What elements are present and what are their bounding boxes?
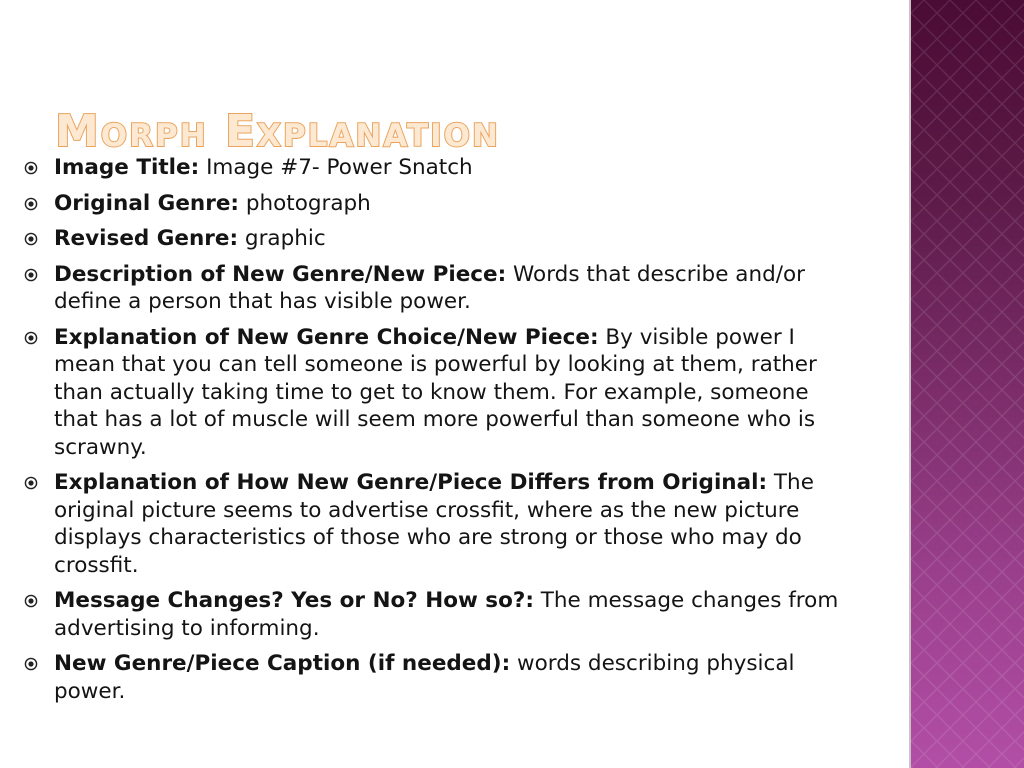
bullet-text: Image #7- Power Snatch xyxy=(199,155,473,180)
bullet-item xyxy=(24,587,854,642)
bullet-text: words describing physical power. xyxy=(54,651,795,704)
circled-dot-icon xyxy=(24,161,38,175)
bullet-text: By visible power I mean that you can tell someone is powerful by looking at them, rather than actually taking time to get to know them. For example, someone that has a lot of muscle will seem more powerful than someone who is scrawny. xyxy=(54,324,817,460)
bullet-label: Explanation of New Genre Choice/New Piece: xyxy=(54,324,599,350)
circled-dot-icon xyxy=(24,197,38,211)
bullet-label: Image Title: xyxy=(54,155,200,180)
bullet-label: Description of New Genre/New Piece: xyxy=(54,261,507,287)
bullet-label: Revised Genre: xyxy=(54,226,239,251)
bullet-item xyxy=(24,324,854,462)
bullet-text: The message changes from advertising to informing. xyxy=(54,588,839,641)
bullet-text: photograph xyxy=(239,190,371,216)
decorative-side-band xyxy=(911,0,1024,768)
bullet-label: Explanation of How New Genre/Piece Differs from Original: xyxy=(54,470,768,495)
bullet-text: The original picture seems to advertise crossfit, where as the new picture displays characteristics of those who are strong or those who may do crossfit. xyxy=(54,470,814,578)
circled-dot-icon xyxy=(24,331,38,345)
bullet-label: New Genre/Piece Caption (if needed): xyxy=(54,651,511,676)
bullet-list xyxy=(24,154,854,713)
bullet-text: Words that describe and/or define a person that has visible power. xyxy=(54,261,805,314)
bullet-label: Message Changes? Yes or No? How so?: xyxy=(54,588,534,613)
bullet-item xyxy=(24,190,854,218)
bullet-item xyxy=(24,650,854,705)
circled-dot-icon xyxy=(24,594,38,608)
circled-dot-icon xyxy=(24,657,38,671)
circled-dot-icon xyxy=(24,476,38,490)
circled-dot-icon xyxy=(24,268,38,282)
bullet-label: Original Genre: xyxy=(54,190,239,216)
bullet-item xyxy=(24,225,854,253)
bullet-item xyxy=(24,261,854,316)
slide-title-text: Morph Explanation xyxy=(55,106,500,157)
circled-dot-icon xyxy=(24,232,38,246)
bullet-text: graphic xyxy=(238,226,326,251)
diamond-pattern xyxy=(911,0,1024,768)
bullet-item xyxy=(24,154,854,182)
bullet-item xyxy=(24,469,854,579)
slide-title xyxy=(55,102,500,162)
